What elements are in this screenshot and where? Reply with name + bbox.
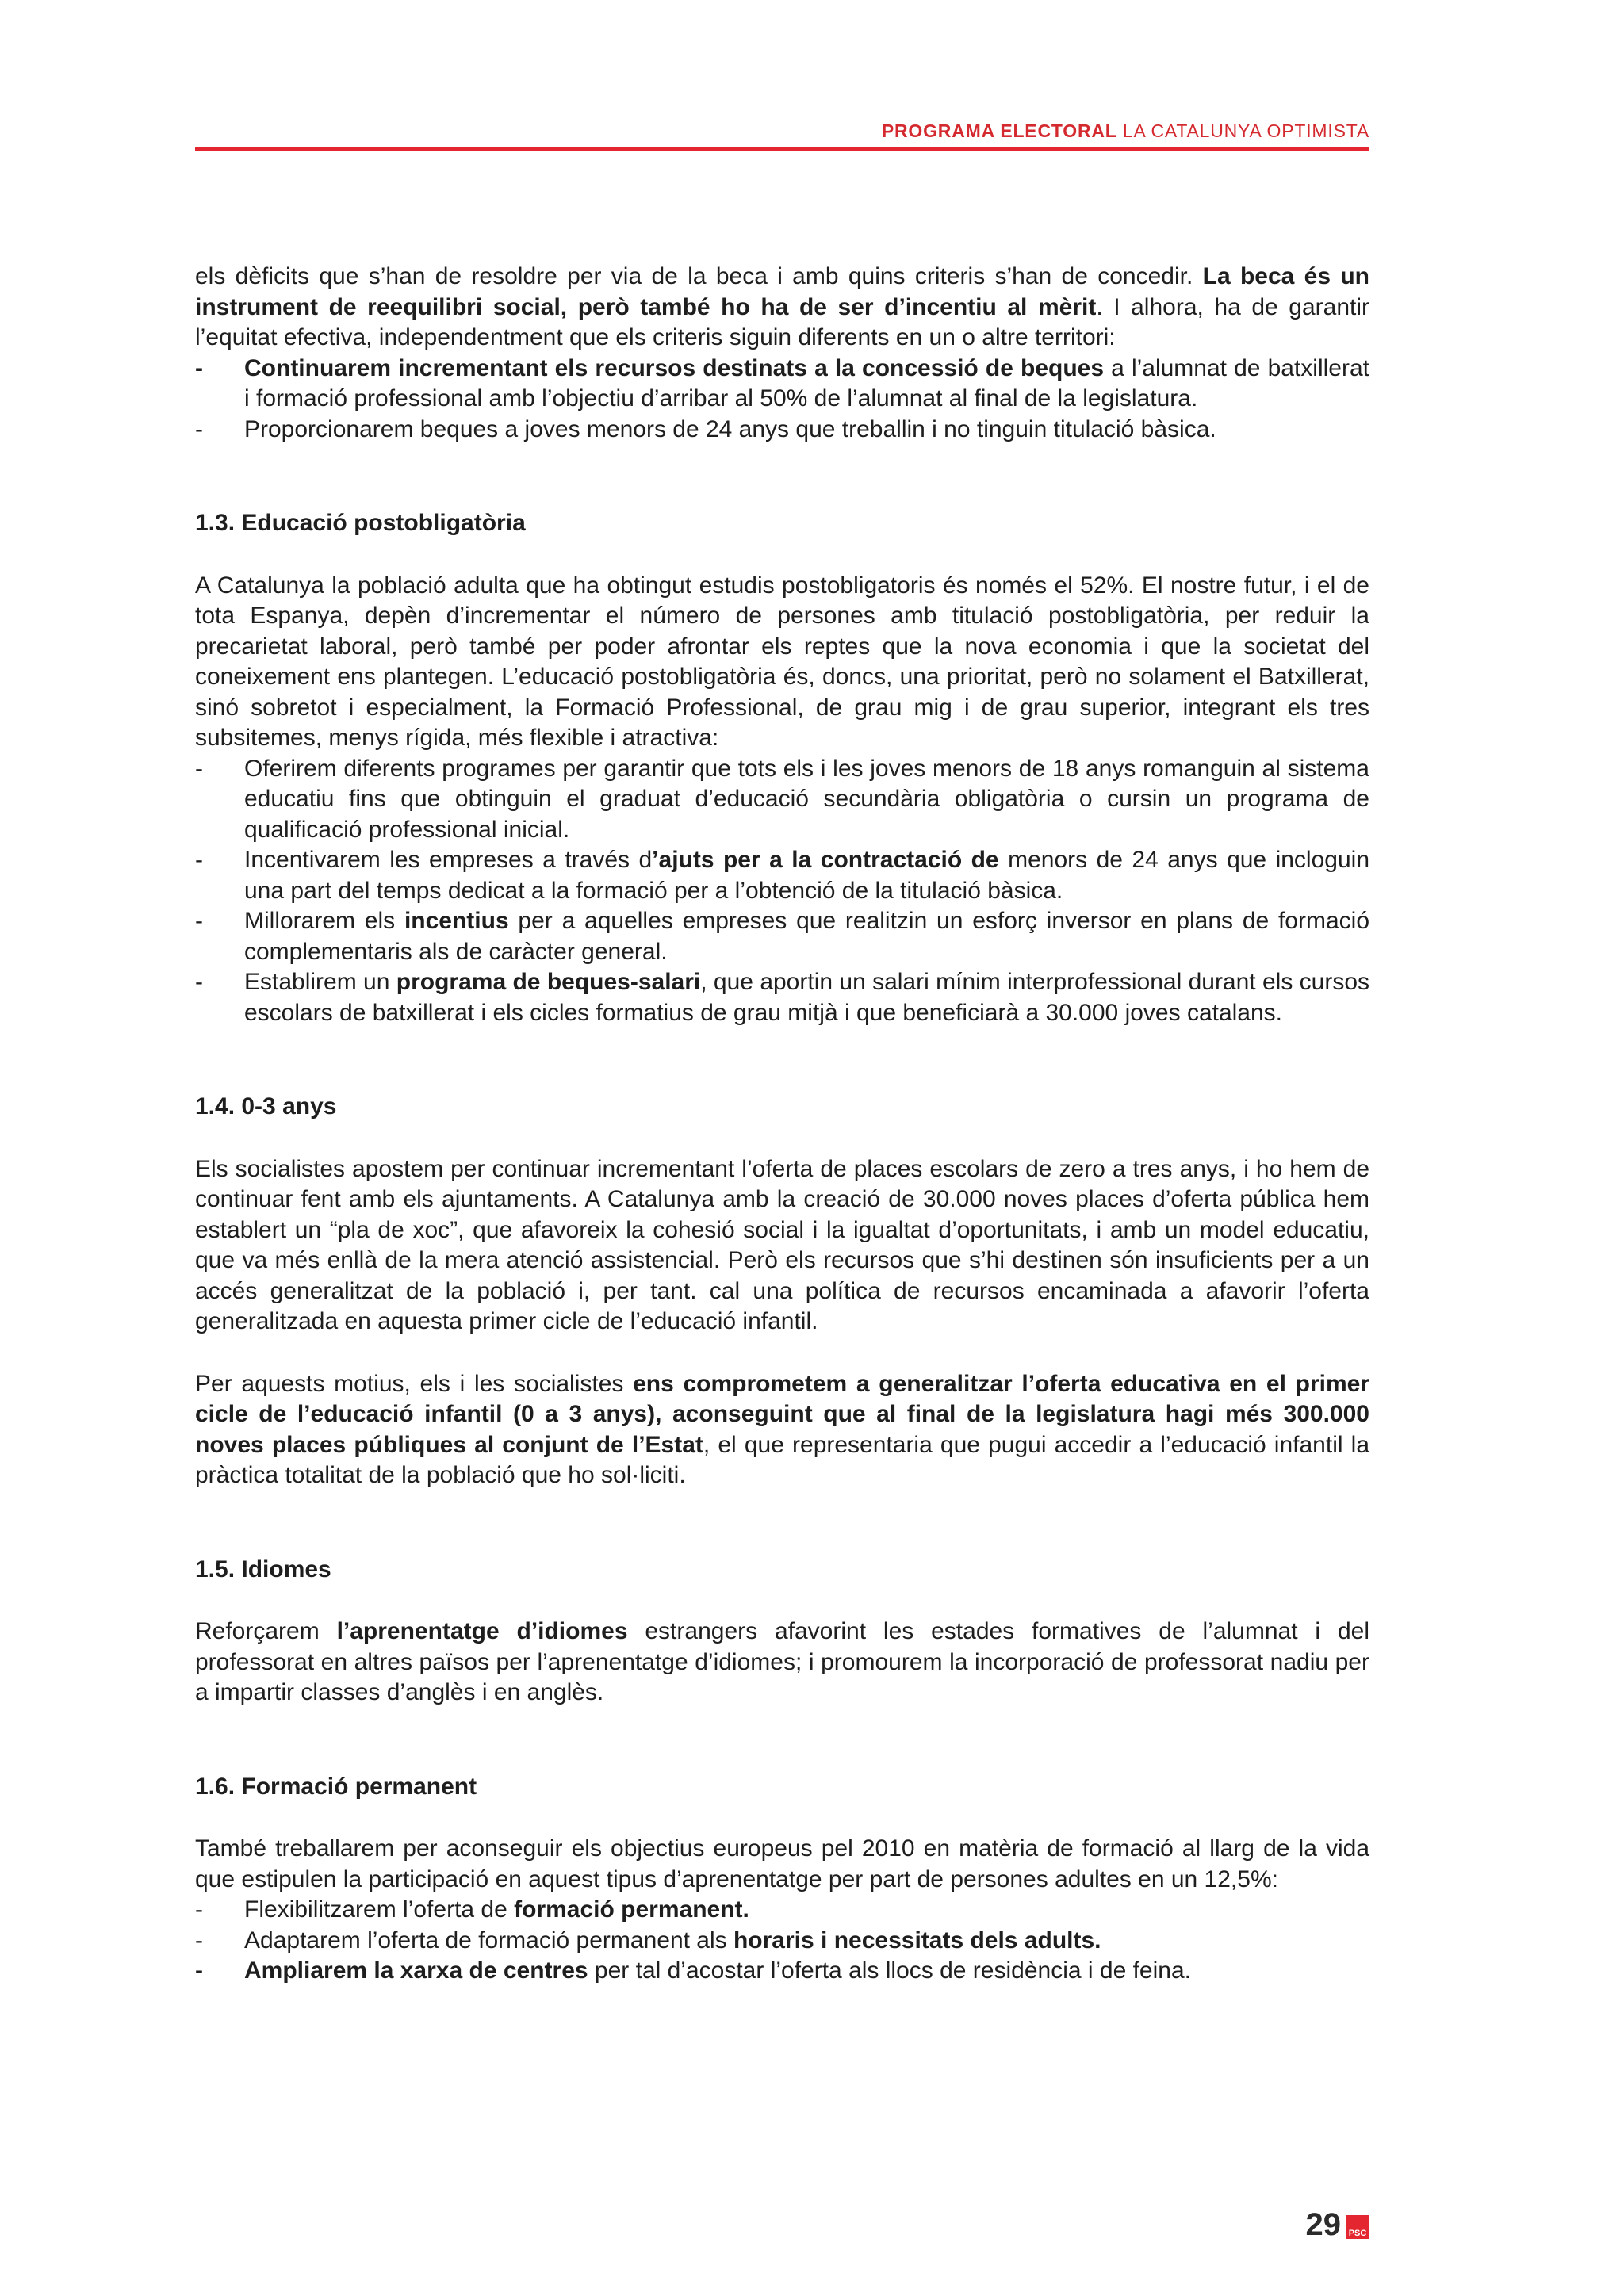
section-1-6-paragraph: També treballarem per aconseguir els objectius europeus pel 2010 en matèria de formació al llarg de la vida que estipulen la participació en aquest tipus d’aprenentatge per part de persones adultes en un 12,5%: bbox=[195, 1835, 1369, 1892]
list-item: - Establirem un programa de beques-salari, que aportin un salari mínim interprofessional durant els cursos escolars de batxillerat i els cicles formatius de grau mitjà i que beneficiarà a 30.000 joves catalans. bbox=[195, 969, 1370, 1026]
section-1-4-paragraph-2: Per aquests motius, els i les socialistes ens comprometem a generalitzar l’oferta educativa en el primer cicle de l’educació infantil (0 a 3 anys), aconseguint que al final de la legislatura hagi més 300.000 noves places públiques al conjunt de l’Estat, el que representaria que pugui accedir a l’educació infantil la pràctica totalitat de la població que ho sol·liciti. bbox=[195, 1370, 1370, 1488]
list-item: - Incentivarem les empreses a través d’ajuts per a la contractació de menors de 24 anys que incloguin una part del temps dedicat a la formació per a l’obtenció de la titulació bàsica. bbox=[195, 847, 1369, 904]
section-1-4-paragraph-1: Els socialistes apostem per continuar incrementant l’oferta de places escolars de zero a tres anys, i ho hem de continuar fent amb els ajuntaments. A Catalunya amb la creació de 30.000 noves places d’oferta pública hem establert un “pla de xoc”, que afavoreix la cohesió social i la igualtat d’oportunitats, i amb un model educatiu, que va més enllà de la mera atenció assistencial. Però els recursos que s’hi destinen són insuficients per a un accés generalitzat de la població i, per tant. cal una política de recursos encaminada a afavorir l’oferta generalitzada en aquesta primer cicle de l’educació infantil. bbox=[195, 1155, 1369, 1334]
list-item: - Flexibilitzarem l’oferta de formació permanent. bbox=[195, 1896, 749, 1923]
section-heading-1-6: 1.6. Formació permanent bbox=[195, 1773, 477, 1800]
list-item: - Adaptarem l’oferta de formació permanent als horaris i necessitats dels adults. bbox=[195, 1927, 1101, 1954]
page-footer bbox=[1306, 2209, 1370, 2241]
list-item: - Proporcionarem beques a joves menors de 24 anys que treballin i no tinguin titulació bàsica. bbox=[195, 415, 1216, 442]
section-heading-1-5: 1.5. Idiomes bbox=[195, 1556, 331, 1582]
header-title-bold: PROGRAMA ELECTORAL bbox=[881, 121, 1117, 141]
list-item: - Millorarem els incentius per a aquelles empreses que realitzin un esforç inversor en plans de formació complementaris als de caràcter general. bbox=[195, 908, 1370, 965]
section-1-3-paragraph: A Catalunya la població adulta que ha obtingut estudis postobligatoris és només el 52%. El nostre futur, i el de tota Espanya, depèn d’incrementar el número de persones amb titulació postobligatòria, per reduir la precarietat laboral, però també per poder afrontar els reptes que la nova economia i que la societat del coneixement ens plantegen. L’educació postobligatòria és, doncs, una prioritat, però no solament el Batxillerat, sinó sobretot i especialment, la Formació Professional, de grau mig i de grau superior, integrant els tres subsitemes, menys rígida, més flexible i atractiva: bbox=[195, 572, 1369, 751]
psc-logo: PSC bbox=[1346, 2215, 1369, 2239]
header-title-light: LA CATALUNYA OPTIMISTA bbox=[1122, 121, 1369, 141]
section-1-3-list bbox=[195, 754, 1369, 1029]
section-heading-1-3: 1.3. Educació postobligatòria bbox=[195, 510, 526, 536]
page-number: 29 bbox=[1305, 2207, 1341, 2242]
document-body bbox=[195, 262, 1369, 1987]
header-title bbox=[882, 121, 1369, 142]
list-item: - Oferirem diferents programes per garantir que tots els i les joves menors de 18 anys romanguin al sistema educatiu fins que obtinguin el graduat d’educació secundària obligatòria o cursin un programa de qualificació professional inicial. bbox=[195, 755, 1369, 843]
page-header bbox=[195, 117, 1369, 151]
list-item: - Continuarem incrementant els recursos destinats a la concessió de beques a l’alumnat de batxillerat i formació professional amb l’objectiu d’arribar al 50% de l’alumnat al final de la legislatura. bbox=[195, 354, 1369, 411]
intro-list bbox=[195, 354, 1369, 446]
section-heading-1-4: 1.4. 0-3 anys bbox=[195, 1093, 337, 1119]
section-1-5-paragraph: Reforçarem l’aprenentatge d’idiomes estrangers afavorint les estades formatives de l’alumnat i del professorat en altres països per l’aprenentatge d’idiomes; i promourem la incorporació de professorat nadiu per a impartir classes d’anglès i en anglès. bbox=[195, 1618, 1369, 1705]
list-item: - Ampliarem la xarxa de centres per tal d’acostar l’oferta als llocs de residència i de feina. bbox=[195, 1957, 1191, 1984]
intro-paragraph: els dèficits que s’han de resoldre per via de la beca i amb quins criteris s’han de concedir. La beca és un instrument de reequilibri social, però també ho ha de ser d’incentiu al mèrit. I alhora, ha de garantir l’equitat efectiva, independentment que els criteris siguin diferents en un o altre territori: bbox=[195, 263, 1369, 350]
section-1-6-list bbox=[195, 1895, 1369, 1987]
